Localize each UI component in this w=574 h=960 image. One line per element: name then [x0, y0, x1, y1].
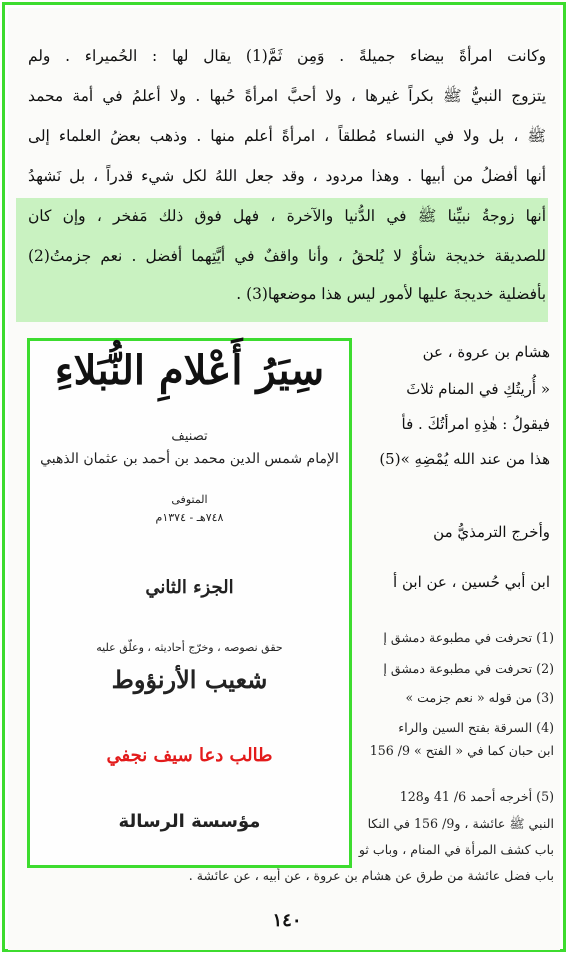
- text-line-5: أنها زوجةُ نبيِّنا ﷺ في الدُّنيا والآخرة ، فهل فوق ذلك مَفخر ، وإن كان: [28, 207, 546, 225]
- footnote-5-cont-3: باب فضل عائشة من طرق عن هشام بن عروة ، عن أبيه ، عن عائشة .: [188, 868, 554, 883]
- page-number: ١٤٠: [272, 910, 302, 931]
- book-cover-image: [27, 338, 352, 868]
- cover-editor: شعيب الأرنؤوط: [111, 665, 268, 694]
- right-line-2: « أُريتُكِ في المنام ثلاثَ: [406, 380, 550, 398]
- text-line-3: ﷺ ، بل ولا في النساء مُطلقاً ، امرأةً أعلم منها . وذهب بعضُ العلماء إلى: [28, 127, 546, 145]
- text-line-1: وكانت امرأةً بيضاء جميلةً . وَمِن ثَمَّ(1) يقال لها : الحُميراء . ولم: [28, 47, 546, 65]
- text-line-4: أنها أفضلُ من أبيها . وهذا مردود ، وقد جعل اللهُ لكل شيء قدراً ، بل نَشهدُ: [28, 167, 546, 185]
- text-line-6: للصديقة خديجة شأوٌ لا يُلحقُ ، وأنا واقفٌ في أيَّتِهما أفضل . نعم جزمتُ(2): [28, 247, 546, 265]
- text-line-2: يتزوج النبيُّ ﷺ بكراً غيرها ، ولا أحبَّ امرأةً حُبها . ولا أعلمُ في أمة محمد: [28, 87, 546, 105]
- footnote-5: (5) أخرجه أحمد 6/ 41 و128: [399, 789, 554, 804]
- cover-author: الإمام شمس الدين محمد بن أحمد بن عثمان الذهبي: [40, 451, 339, 467]
- cover-compiled-label: تصنيف: [171, 429, 208, 444]
- cover-dates: ٧٤٨هـ - ١٣٧٤م: [155, 511, 224, 524]
- footnote-5-cont-1: النبي ﷺ عائشة ، و9/ 156 في النكا: [367, 816, 554, 831]
- cover-publisher: مؤسسة الرسالة: [118, 811, 261, 832]
- cover-credit: طالب دعا سيف نجفي: [106, 745, 273, 766]
- footnote-5-cont-2: باب كشف المرأة في المنام ، وباب ثو: [358, 842, 554, 857]
- right-line-3: فيقولُ : هٰذِهِ امرأتُكَ . فأ: [401, 415, 550, 433]
- text-line-7: بأفضلية خديجةَ عليها لأمور ليس هذا موضعها(3) .: [236, 285, 546, 303]
- cover-died-label: المتوفى: [171, 493, 208, 506]
- cover-title: سِيَرُ أَعْلامِ النُّبَلاءِ: [54, 347, 325, 394]
- footnote-3: (3) من قوله « نعم جزمت »: [405, 690, 554, 705]
- footnote-4-cont: ابن حبان كما في « الفتح » 9/ 156: [369, 743, 554, 758]
- cover-volume: الجزء الثاني: [145, 577, 234, 598]
- right-line-1: هشام بن عروة ، عن: [422, 343, 550, 361]
- footnote-2: (2) تحرفت في مطبوعة دمشق إ: [383, 661, 554, 676]
- footnote-4: (4) السرقة بفتح السين والراء: [398, 720, 554, 735]
- right-line-4: هذا من عند الله يُمْضِهِ »(5): [379, 450, 550, 468]
- footnote-1: (1) تحرفت في مطبوعة دمشق إ: [383, 630, 554, 645]
- cover-editor-note: حقق نصوصه ، وخرّج أحاديثه ، وعلّق عليه: [96, 641, 283, 654]
- right-line-6: ابن أبي حُسين ، عن ابن أ: [393, 573, 550, 591]
- right-line-5: وأخرج الترمذيُّ من: [433, 523, 550, 541]
